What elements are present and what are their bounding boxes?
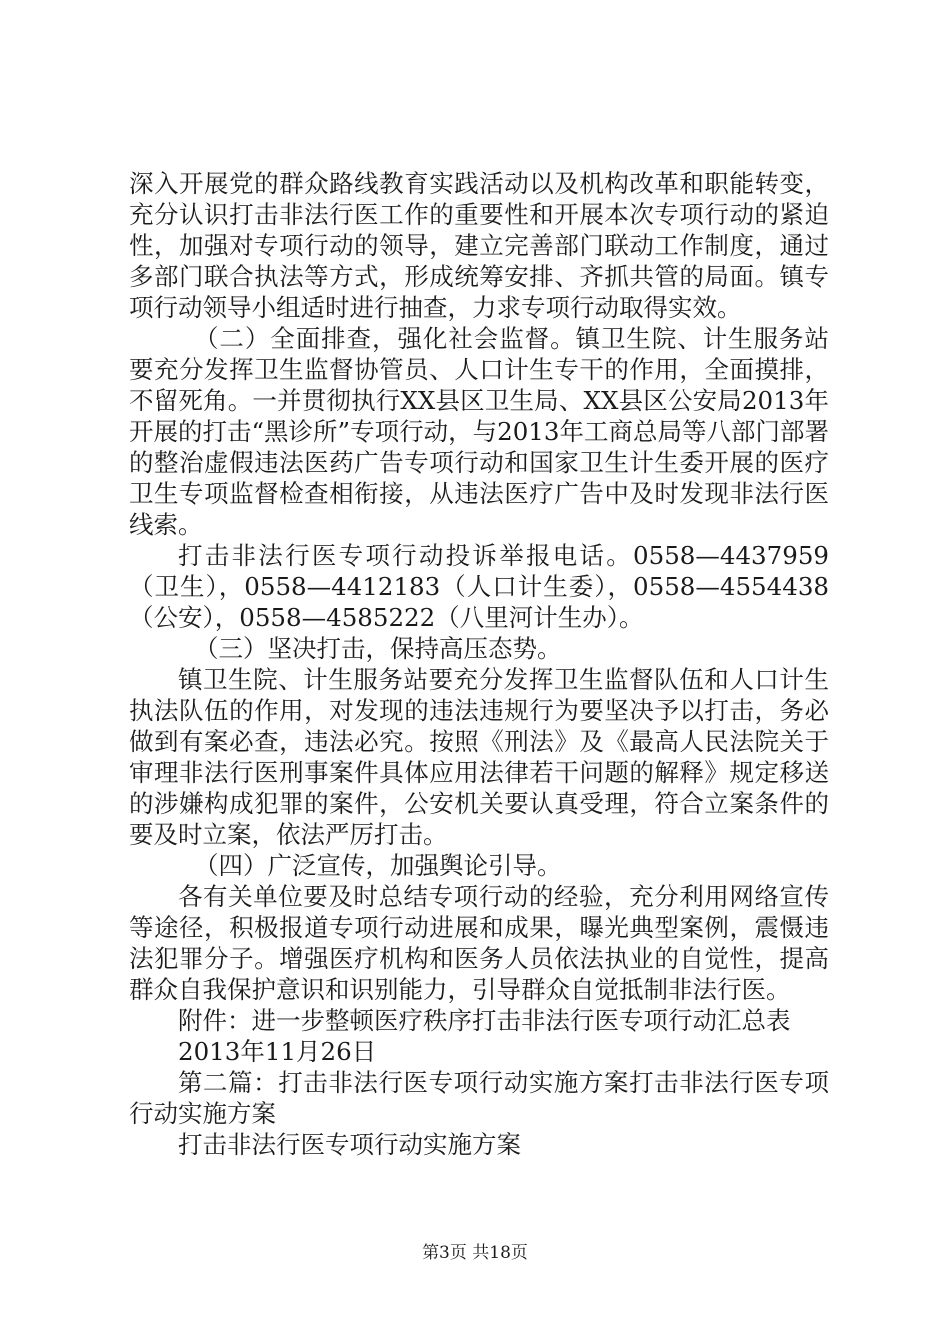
page-footer (0, 1243, 950, 1263)
page-number: 第3页 共18页 (422, 1243, 528, 1263)
paragraph-section-4: 各有关单位要及时总结专项行动的经验，充分利用网络宣传等途径，积极报道专项行动进展和成果，曝光典型案例，震慑违法犯罪分子。增强医疗机构和医务人员依法执业的自觉性，提高群众自我保护意识和识别能力，引导群众自觉抵制非法行医。 (129, 882, 829, 1004)
paragraph-part-two-title: 第二篇：打击非法行医专项行动实施方案打击非法行医专项行动实施方案 (129, 1068, 829, 1128)
heading-section-3: （三）坚决打击，保持高压态势。 (194, 634, 562, 663)
document-body (129, 168, 829, 1160)
paragraph-section-3: 镇卫生院、计生服务站要充分发挥卫生监督队伍和人口计生执法队伍的作用，对发现的违法违规行为要坚决予以打击，务必做到有案必查，违法必究。按照《刑法》及《最高人民法院关于审理非法行医刑事案件具体应用法律若干问题的解释》规定移送的涉嫌构成犯罪的案件，公安机关要认真受理，符合立案条件的要及时立案，依法严厉打击。 (129, 665, 829, 849)
paragraph-attachment: 附件：进一步整顿医疗秩序打击非法行医专项行动汇总表 (178, 1006, 791, 1035)
paragraph-plan-title: 打击非法行医专项行动实施方案 (178, 1130, 521, 1159)
heading-section-4: （四）广泛宣传，加强舆论引导。 (194, 851, 562, 880)
paragraph-hotline: 打击非法行医专项行动投诉举报电话。0558—4437959（卫生），0558—4412183（人口计生委），0558—4554438（公安），0558—4585222（八里河计生办）。 (129, 541, 829, 632)
paragraph-date: 2013年11月26日 (178, 1037, 377, 1066)
paragraph-continuation: 深入开展党的群众路线教育实践活动以及机构改革和职能转变，充分认识打击非法行医工作的重要性和开展本次专项行动的紧迫性，加强对专项行动的领导，建立完善部门联动工作制度，通过多部门联合执法等方式，形成统筹安排、齐抓共管的局面。镇专项行动领导小组适时进行抽查，力求专项行动取得实效。 (129, 169, 829, 322)
paragraph-section-2: （二）全面排查，强化社会监督。镇卫生院、计生服务站要充分发挥卫生监督协管员、人口计生专干的作用，全面摸排，不留死角。一并贯彻执行XX县区卫生局、XX县区公安局2013年开展的打击“黑诊所”专项行动，与2013年工商总局等八部门部署的整治虚假违法医药广告专项行动和国家卫生计生委开展的医疗卫生专项监督检查相衔接，从违法医疗广告中及时发现非法行医线索。 (129, 324, 829, 539)
